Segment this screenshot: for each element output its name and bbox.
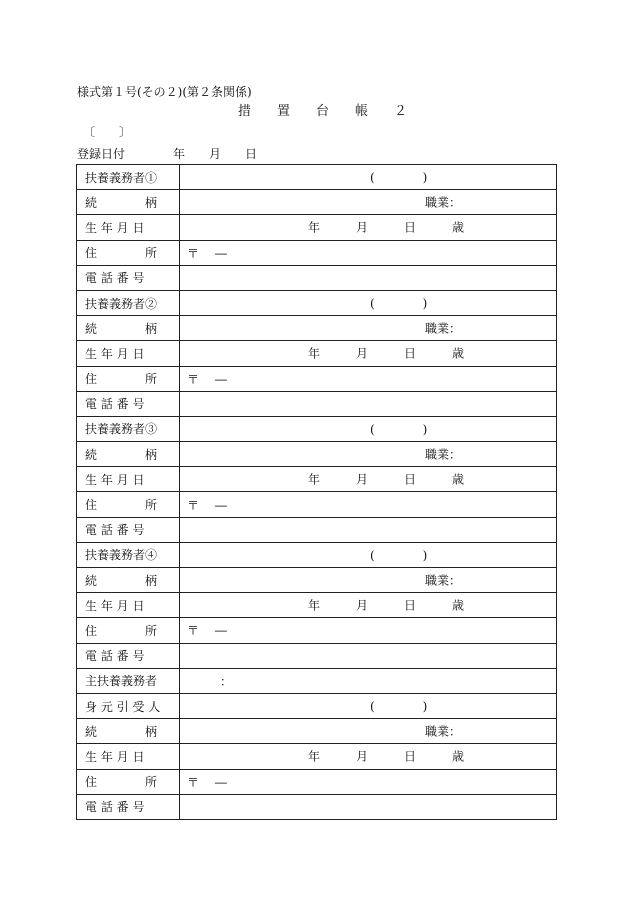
- row-value: 〒 ―: [187, 775, 227, 790]
- table-row: [77, 265, 557, 290]
- row-label: 扶養義務者④: [77, 542, 180, 567]
- row-label: 生 年 月 日: [77, 215, 180, 240]
- table-row: [77, 416, 557, 441]
- table-row: [77, 744, 557, 769]
- table-row: [77, 568, 557, 593]
- table-row: [77, 693, 557, 718]
- row-label: 続 柄: [77, 442, 180, 467]
- row-label: 主扶養義務者: [77, 668, 180, 693]
- row-label: 扶養義務者③: [77, 416, 180, 441]
- row-value-cell[interactable]: [180, 593, 557, 618]
- row-label: 続 柄: [77, 719, 180, 744]
- row-label: 住 所: [77, 366, 180, 391]
- table-row: [77, 643, 557, 668]
- table-row: [77, 165, 557, 190]
- document-title: 措 置 台 帳 ２: [238, 104, 408, 119]
- table-row: [77, 517, 557, 542]
- row-value: 年 月 日 歳: [308, 598, 465, 613]
- row-value: 年 月 日 歳: [308, 472, 465, 487]
- row-label: 電 話 番 号: [77, 794, 180, 819]
- table-row: [77, 593, 557, 618]
- table-row: [77, 542, 557, 567]
- row-value: ( ): [370, 296, 428, 311]
- row-label: 住 所: [77, 769, 180, 794]
- row-value-cell[interactable]: [180, 341, 557, 366]
- row-value-cell[interactable]: [180, 316, 557, 341]
- row-value-cell[interactable]: [180, 165, 557, 190]
- table-row: [77, 668, 557, 693]
- row-value: 〒 ―: [187, 623, 227, 638]
- row-value: 職業：: [425, 724, 462, 739]
- form-number-label: 様式第１号(その２)(第２条関係): [77, 85, 252, 99]
- row-label: 生 年 月 日: [77, 593, 180, 618]
- row-label: 住 所: [77, 240, 180, 265]
- row-value-cell[interactable]: [180, 366, 557, 391]
- row-value: 職業：: [425, 321, 462, 336]
- row-label: 電 話 番 号: [77, 391, 180, 416]
- row-label: 続 柄: [77, 316, 180, 341]
- row-value-cell[interactable]: [180, 442, 557, 467]
- row-label: 電 話 番 号: [77, 517, 180, 542]
- table-row: [77, 366, 557, 391]
- row-value-cell[interactable]: [180, 618, 557, 643]
- row-value-cell[interactable]: [180, 391, 557, 416]
- row-value: 〒 ―: [187, 498, 227, 513]
- row-value: ：: [220, 674, 233, 689]
- table-row: [77, 794, 557, 819]
- row-label: 電 話 番 号: [77, 265, 180, 290]
- table-row: [77, 769, 557, 794]
- row-value: ( ): [370, 170, 428, 185]
- row-label: 身 元 引 受 人: [77, 693, 180, 718]
- row-value-cell[interactable]: [180, 190, 557, 215]
- registration-date: 登録日付 年 月 日: [77, 147, 258, 161]
- row-value-cell[interactable]: [180, 542, 557, 567]
- row-value-cell[interactable]: [180, 744, 557, 769]
- row-label: 生 年 月 日: [77, 467, 180, 492]
- bracket-field: 〔 〕: [83, 125, 132, 139]
- row-value: 年 月 日 歳: [308, 749, 465, 764]
- table-row: [77, 316, 557, 341]
- row-label: 電 話 番 号: [77, 643, 180, 668]
- table-row: [77, 618, 557, 643]
- table-row: [77, 467, 557, 492]
- row-label: 扶養義務者①: [77, 165, 180, 190]
- row-label: 続 柄: [77, 568, 180, 593]
- row-value-cell[interactable]: [180, 265, 557, 290]
- row-value-cell[interactable]: [180, 492, 557, 517]
- row-value: 年 月 日 歳: [308, 346, 465, 361]
- row-value: 〒 ―: [187, 372, 227, 387]
- row-value: ( ): [370, 548, 428, 563]
- row-value: ( ): [370, 699, 428, 714]
- row-value-cell[interactable]: [180, 215, 557, 240]
- row-value-cell[interactable]: [180, 769, 557, 794]
- row-value: 職業：: [425, 573, 462, 588]
- table-row: [77, 391, 557, 416]
- table-row: [77, 442, 557, 467]
- row-label: 生 年 月 日: [77, 341, 180, 366]
- row-value: 〒 ―: [187, 246, 227, 261]
- row-value-cell[interactable]: [180, 416, 557, 441]
- row-value: ( ): [370, 422, 428, 437]
- guardian-table: [76, 164, 557, 820]
- row-label: 生 年 月 日: [77, 744, 180, 769]
- table-row: [77, 492, 557, 517]
- row-label: 扶養義務者②: [77, 290, 180, 315]
- row-value-cell[interactable]: [180, 467, 557, 492]
- row-value-cell[interactable]: [180, 240, 557, 265]
- row-value-cell[interactable]: [180, 643, 557, 668]
- row-value-cell[interactable]: [180, 719, 557, 744]
- table-row: [77, 719, 557, 744]
- row-value-cell[interactable]: [180, 568, 557, 593]
- table-row: [77, 215, 557, 240]
- table-row: [77, 290, 557, 315]
- row-value: 職業：: [425, 447, 462, 462]
- row-value-cell[interactable]: [180, 693, 557, 718]
- row-value: 職業：: [425, 195, 462, 210]
- row-label: 続 柄: [77, 190, 180, 215]
- row-value: 年 月 日 歳: [308, 220, 465, 235]
- row-label: 住 所: [77, 618, 180, 643]
- row-value-cell[interactable]: [180, 794, 557, 819]
- row-label: 住 所: [77, 492, 180, 517]
- row-value-cell[interactable]: [180, 290, 557, 315]
- table-row: [77, 240, 557, 265]
- table-row: [77, 341, 557, 366]
- row-value-cell[interactable]: [180, 517, 557, 542]
- row-value-cell[interactable]: [180, 668, 557, 693]
- table-row: [77, 190, 557, 215]
